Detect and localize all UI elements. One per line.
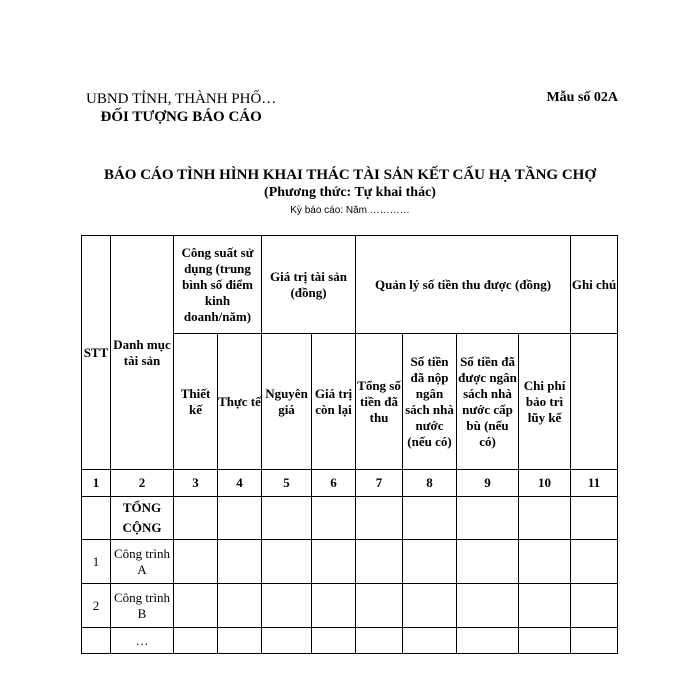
table-cell: [262, 628, 312, 654]
row-stt: [82, 628, 111, 654]
reporting-subject: ĐỐI TƯỢNG BÁO CÁO: [100, 109, 262, 125]
table-cell: [403, 628, 457, 654]
header-asset-value: Giá trị tài sản (đồng): [262, 236, 356, 334]
column-number-row: [82, 470, 618, 497]
table-cell: [218, 628, 262, 654]
table-cell: [403, 497, 457, 540]
header-original-cost: Nguyên giá: [262, 334, 312, 470]
report-table: [81, 235, 618, 654]
table-cell: [571, 628, 618, 654]
table-cell: [174, 628, 218, 654]
table-cell: [403, 540, 457, 584]
report-method: (Phương thức: Tự khai thác): [264, 185, 436, 200]
table-cell: [356, 540, 403, 584]
table-cell: [262, 540, 312, 584]
table-cell: [312, 497, 356, 540]
header-asset-list: Danh mục tài sản: [111, 236, 174, 470]
row-asset-name: Công trình A: [111, 540, 174, 584]
table-cell: [356, 628, 403, 654]
table-row: [82, 584, 618, 628]
table-cell: [457, 584, 519, 628]
table-cell: [457, 540, 519, 584]
header-revenue-management: Quản lý số tiền thu được (đồng): [356, 236, 571, 334]
table-cell: [457, 497, 519, 540]
row-asset-name: …: [111, 628, 174, 654]
table-cell: [519, 628, 571, 654]
header-maintenance-cost: Chi phí bảo trì lũy kế: [519, 334, 571, 470]
header-note-blank: [571, 334, 618, 470]
column-number: 3: [174, 470, 218, 497]
table-cell: [262, 497, 312, 540]
header-stt: STT: [82, 236, 111, 470]
table-cell: [218, 584, 262, 628]
header-total-collected: Tổng số tiền đã thu: [356, 334, 403, 470]
table-cell: [356, 584, 403, 628]
table-cell: [519, 540, 571, 584]
table-cell: [519, 497, 571, 540]
table-cell: [312, 584, 356, 628]
total-row: [82, 497, 618, 540]
header-design: Thiết kế: [174, 334, 218, 470]
column-number: 5: [262, 470, 312, 497]
table-cell: [174, 584, 218, 628]
row-stt: 2: [82, 584, 111, 628]
table-cell: [218, 497, 262, 540]
table-cell: [262, 584, 312, 628]
reporting-agency-block: [86, 90, 276, 126]
header-residual-value: Giá trị còn lại: [312, 334, 356, 470]
column-number: 4: [218, 470, 262, 497]
table-cell: [403, 584, 457, 628]
table-cell: [174, 497, 218, 540]
table-cell: [519, 584, 571, 628]
total-stt-cell: [82, 497, 111, 540]
table-cell: [571, 540, 618, 584]
column-number: 1: [82, 470, 111, 497]
table-cell: [356, 497, 403, 540]
header-paid-to-budget: Số tiền đã nộp ngân sách nhà nước (nếu có): [403, 334, 457, 470]
table-cell: [218, 540, 262, 584]
report-title: BÁO CÁO TÌNH HÌNH KHAI THÁC TÀI SẢN KẾT CẤU HẠ TẦNG CHỢ: [103, 167, 597, 183]
column-number: 7: [356, 470, 403, 497]
header-budget-allocated: Số tiền đã được ngân sách nhà nước cấp bù (nếu có): [457, 334, 519, 470]
table-row: [82, 628, 618, 654]
table-cell: [571, 497, 618, 540]
column-number: 6: [312, 470, 356, 497]
table-cell: [457, 628, 519, 654]
table-row: [82, 540, 618, 584]
table-cell: [312, 628, 356, 654]
agency-name: UBND TỈNH, THÀNH PHỐ…: [86, 91, 277, 107]
column-number: 9: [457, 470, 519, 497]
header-row-1: [82, 236, 618, 334]
table-cell: [571, 584, 618, 628]
header-note: Ghi chú: [571, 236, 618, 334]
total-label: TỔNG CỘNG: [111, 497, 174, 540]
column-number: 8: [403, 470, 457, 497]
table-cell: [312, 540, 356, 584]
column-number: 2: [111, 470, 174, 497]
table-cell: [174, 540, 218, 584]
report-period: Kỳ báo cáo: Năm …………: [290, 205, 410, 216]
column-number: 10: [519, 470, 571, 497]
column-number: 11: [571, 470, 618, 497]
header-actual: Thực tế: [218, 334, 262, 470]
form-number: Mẫu số 02A: [546, 90, 618, 105]
row-asset-name: Công trình B: [111, 584, 174, 628]
header-capacity: Công suất sử dụng (trung bình số điểm kinh doanh/năm): [174, 236, 262, 334]
row-stt: 1: [82, 540, 111, 584]
